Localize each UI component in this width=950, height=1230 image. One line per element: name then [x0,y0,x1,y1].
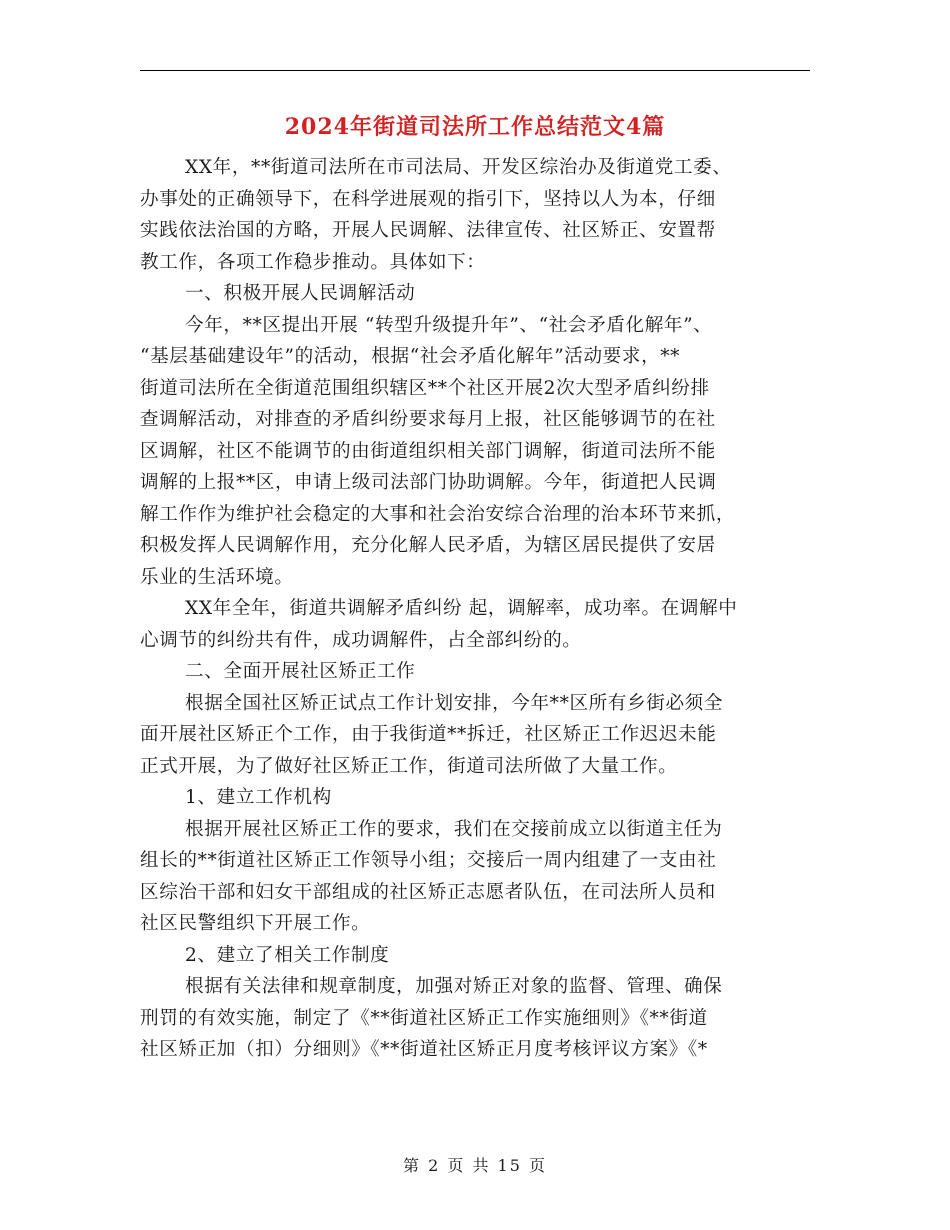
text-line: 调解的上报**区，申请上级司法部门协助调解。今年，街道把人民调 [140,472,717,493]
text-line: 办事处的正确领导下，在科学进展观的指引下，坚持以人为本，仔细 [140,188,716,210]
text-line: 根据全国社区矫正试点工作计划安排，今年**区所有乡街必须全 [185,692,724,714]
text-line: 解工作作为维护社会稳定的大事和社会治安综合治理的治本环节来抓， [140,503,736,525]
text-line: 今年，**区提出开展 “转型升级提升年”、“社会矛盾化解年”、 [185,314,713,336]
text-line: 区调解，社区不能调节的由街道组织相关部门调解，街道司法所不能 [140,440,716,462]
text-line: 刑罚的有效实施，制定了《**街道社区矫正工作实施细则》《**街道 [140,1007,708,1029]
text-line: XX年全年，街道共调解矛盾纠纷 起，调解率，成功率。在调解中 [185,598,738,619]
text-line: 街道司法所在全街道范围组织辖区**个社区开展2次大型矛盾纠纷排 [140,377,710,399]
text-line: 区综治干部和妇女干部组成的社区矫正志愿者队伍，在司法所人员和 [140,881,716,903]
text-line: 查调解活动，对排查的矛盾纠纷要求每月上报，社区能够调节的在社 [140,409,716,430]
text-line: 组长的**街道社区矫正工作领导小组；交接后一周内组建了一支由社 [140,850,717,871]
text-line: 二、全面开展社区矫正工作 [185,661,416,682]
document-body [140,152,816,1066]
text-line: 积极发挥人民调解作用，充分化解人民矛盾，为辖区居民提供了安居 [140,535,716,556]
text-line: XX年，**街道司法所在市司法局、开发区综治办及街道党工委、 [185,157,732,178]
text-line: 2、建立了相关工作制度 [185,944,390,966]
header-rule [140,70,810,71]
text-line: “基层基础建设年”的活动，根据“社会矛盾化解年”活动要求，** [140,346,681,367]
text-line: 实践依法治国的方略，开展人民调解、法律宣传、社区矫正、安置帮 [140,220,716,241]
text-line: 面开展社区矫正个工作，由于我街道**拆迁，社区矫正工作迟迟未能 [140,724,717,745]
text-line: 根据开展社区矫正工作的要求，我们在交接前成立以街道主任为 [185,818,723,840]
text-line: 乐业的生活环境。 [140,566,294,588]
text-line: 正式开展，为了做好社区矫正工作，街道司法所做了大量工作。 [140,755,678,777]
text-line: 社区民警组织下开展工作。 [140,913,371,934]
text-line: 心调节的纠纷共有件，成功调解件，占全部纠纷的。 [140,629,582,651]
text-line: 社区矫正加（扣）分细则》《**街道社区矫正月度考核评议方案》《* [140,1039,708,1060]
text-line: 根据有关法律和规章制度，加强对矫正对象的监督、管理、确保 [185,976,723,997]
document-title: 2024年街道司法所工作总结范文4篇 [284,114,666,140]
text-line: 一、积极开展人民调解活动 [185,283,416,304]
page-footer: 第 2 页 共 15 页 [403,1156,547,1175]
text-line: 1、建立工作机构 [185,787,332,808]
text-line: 教工作，各项工作稳步推动。具体如下： [140,251,486,273]
